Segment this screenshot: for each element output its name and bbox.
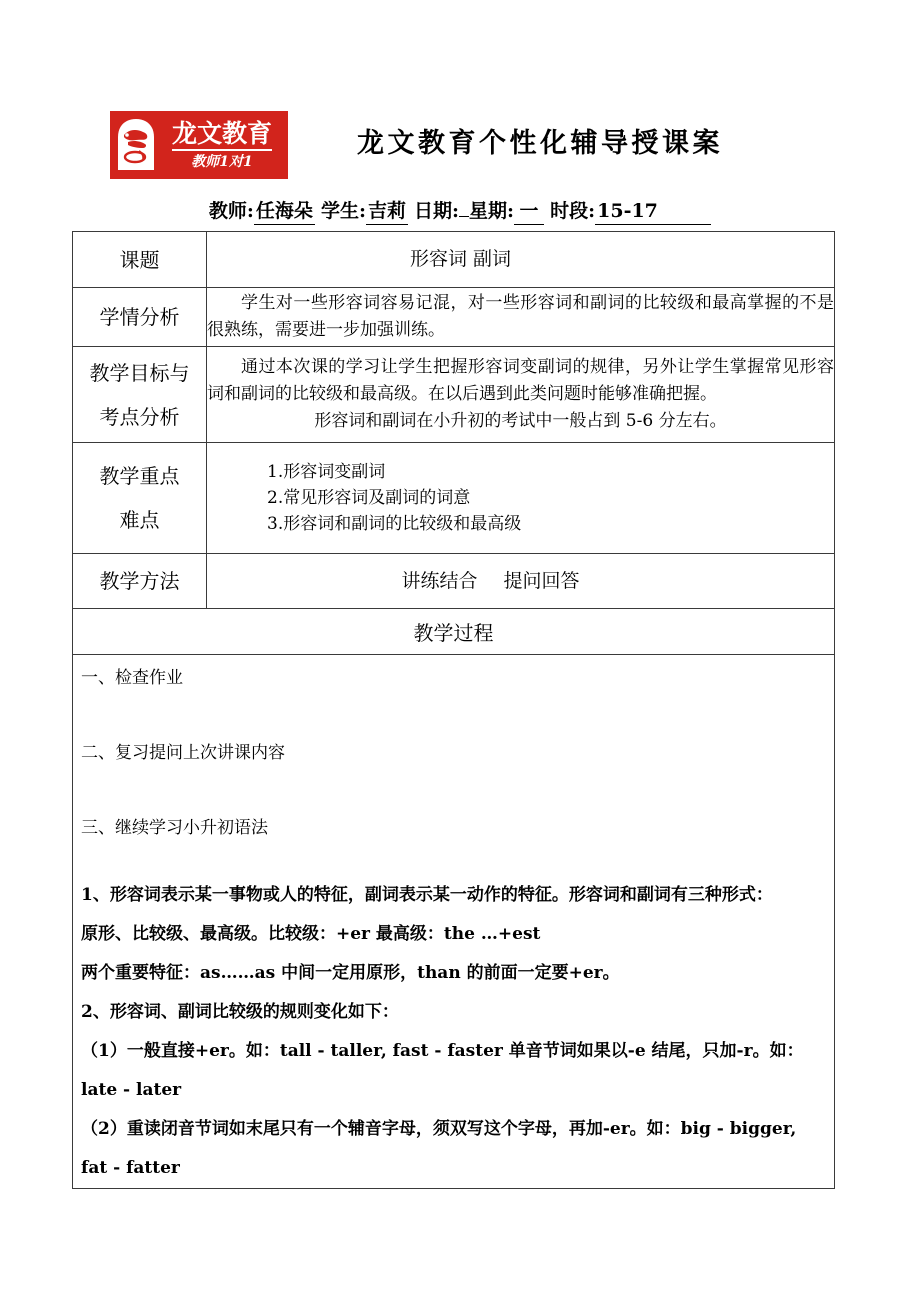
- grammar-line: （2）重读闭音节词如末尾只有一个辅音字母，须双写这个字母，再加-er。如：big - bigger, fat - fatter: [81, 1119, 797, 1178]
- student-value: 吉莉: [366, 198, 408, 225]
- teacher-label: 教师:: [208, 200, 254, 222]
- date-value: [459, 216, 469, 217]
- process-body-cell: [73, 655, 835, 1189]
- grammar-line: 1、形容词表示某一事物或人的特征，副词表示某一动作的特征。形容词和副词有三种形式：: [81, 885, 773, 905]
- teaching-goal-paragraph: 通过本次课的学习让学生把握形容词变副词的规律，另外让学生掌握常见形容词和副词的比较级和最高级。在以后遇到此类问题时能够准确把握。: [207, 357, 834, 404]
- row-label-student-analysis: 学情分析: [73, 288, 207, 347]
- row-value-student-analysis: 学生对一些形容词容易记混，对一些形容词和副词的比较级和最高掌握的不是很熟练，需要进一步加强训练。: [207, 288, 835, 347]
- teacher-value: 任海朵: [254, 198, 315, 225]
- process-step: 三、继续学习小升初语法: [81, 818, 268, 838]
- document-header: [0, 103, 920, 183]
- process-header: 教学过程: [73, 609, 835, 655]
- week-label: 星期:: [469, 200, 515, 222]
- table-row-teaching-method: [73, 554, 835, 609]
- row-value-topic: 形容词 副词: [207, 232, 835, 288]
- table-row-student-analysis: [73, 288, 835, 347]
- lesson-info-line: [0, 198, 920, 225]
- row-value-key-points: [207, 443, 835, 554]
- key-point-item: 1.形容词变副词: [267, 462, 386, 482]
- student-label: 学生:: [320, 200, 366, 222]
- process-step: 一、检查作业: [81, 668, 183, 688]
- table-row-teaching-goal: [73, 347, 835, 443]
- week-value: 一: [514, 198, 544, 225]
- row-label-teaching-goal-line1: 教学目标与: [89, 360, 190, 385]
- row-label-key-points: [73, 443, 207, 554]
- row-label-key-points-line2: 难点: [119, 508, 160, 532]
- grammar-line: 原形、比较级、最高级。比较级：+er 最高级：the …+est: [81, 924, 541, 944]
- logo-sub-text: 教师1对1: [191, 153, 253, 170]
- grammar-line: （1）一般直接+er。如：tall - taller, fast - faster 单音节词如果以-e 结尾，只加-r。如：late - later: [81, 1041, 804, 1100]
- grammar-notes: [81, 876, 824, 1188]
- row-label-topic: 课题: [73, 232, 207, 288]
- dragon-mark-icon: [115, 118, 157, 172]
- table-row-key-points: [73, 443, 835, 554]
- logo-main-text: 龙文教育: [172, 120, 272, 151]
- table-row-topic: [73, 232, 835, 288]
- date-label: 日期:: [414, 200, 460, 222]
- longwen-logo: [110, 111, 288, 179]
- grammar-line: 两个重要特征：as……as 中间一定用原形，than 的前面一定要+er。: [81, 963, 620, 983]
- row-value-teaching-method: [207, 554, 835, 609]
- teaching-goal-score-note: 形容词和副词在小升初的考试中一般占到 5-6 分左右。: [314, 411, 727, 431]
- table-row-process-header: [73, 609, 835, 655]
- row-label-teaching-method: 教学方法: [73, 554, 207, 609]
- table-row-process-body: [73, 655, 835, 1189]
- row-label-teaching-goal: [73, 347, 207, 443]
- lesson-plan-table: [72, 231, 835, 1189]
- key-point-item: 3.形容词和副词的比较级和最高级: [267, 514, 522, 534]
- row-label-teaching-goal-line2: 考点分析: [99, 404, 180, 429]
- page-title: 龙文教育个性化辅导授课案: [357, 128, 723, 159]
- row-value-teaching-goal: [207, 347, 835, 443]
- process-step: 二、复习提问上次讲课内容: [81, 743, 285, 763]
- teaching-method-a: 讲练结合: [401, 569, 478, 592]
- grammar-line: 2、形容词、副词比较级的规则变化如下：: [81, 1002, 399, 1022]
- period-value: 15-17: [595, 198, 711, 225]
- period-label: 时段:: [550, 200, 596, 222]
- teaching-method-b: 提问回答: [503, 569, 580, 592]
- process-step-list: [81, 665, 824, 842]
- row-label-key-points-line1: 教学重点: [99, 464, 180, 488]
- key-point-item: 2.常见形容词及副词的词意: [267, 488, 471, 508]
